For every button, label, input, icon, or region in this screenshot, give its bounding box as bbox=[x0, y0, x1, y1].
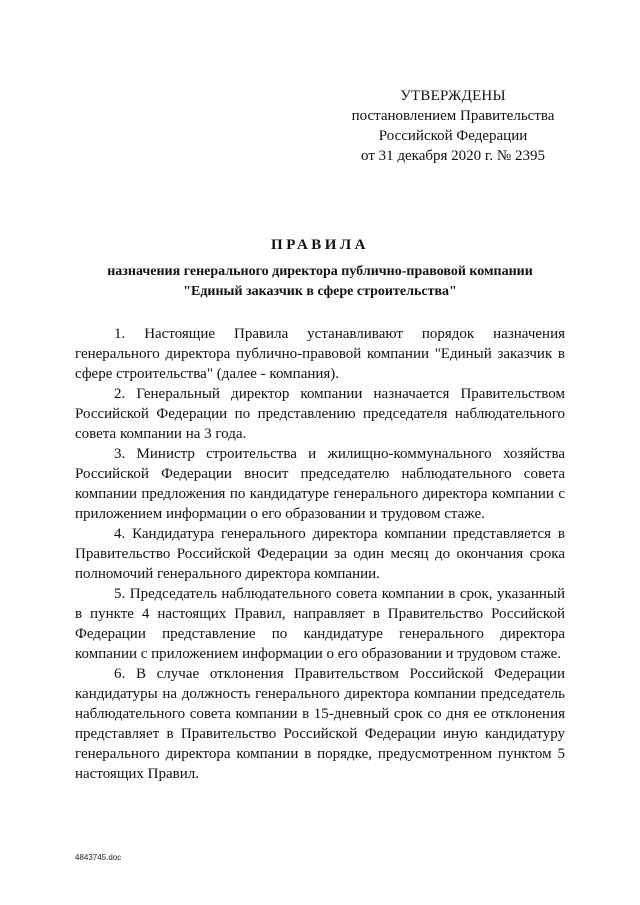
subtitle-line-1: назначения генерального директора публично-правовой компании bbox=[107, 264, 533, 279]
paragraph-6: 6. В случае отклонения Правительством Российской Федерации кандидатуры на должность генерального директора компании председатель наблюдательного совета компании в 15-дневный срок со дня ее отклонения представляет в Правительство Российской Федерации иную кандидатуру генерального директора компании в порядке, предусмотренном пунктом 5 настоящих Правил. bbox=[75, 666, 565, 782]
file-code: 4843745.doc bbox=[75, 853, 122, 862]
approval-stamp bbox=[340, 86, 566, 166]
document-body bbox=[75, 324, 565, 784]
subtitle-line-2: "Единый заказчик в сфере строительства" bbox=[183, 284, 457, 299]
approval-heading: УТВЕРЖДЕНЫ bbox=[400, 88, 506, 104]
paragraph-3: 3. Министр строительства и жилищно-коммунального хозяйства Российской Федерации вносит председателю наблюдательного совета компании предложения по кандидатуре генерального директора компании с приложением информации о его образовании и трудовом стаже. bbox=[75, 446, 565, 522]
paragraph-5: 5. Председатель наблюдательного совета компании в срок, указанный в пункте 4 настоящих Правил, направляет в Правительство Российской Федерации представление по кандидатуре генерального директора компании с приложением информации о его образовании и трудовом стаже. bbox=[75, 586, 565, 662]
document-subtitle bbox=[60, 262, 580, 302]
approval-line-3: от 31 декабря 2020 г. № 2395 bbox=[361, 148, 545, 164]
paragraph-1: 1. Настоящие Правила устанавливают порядок назначения генерального директора публично-правовой компании "Единый заказчик в сфере строительства" (далее - компания). bbox=[75, 326, 565, 382]
paragraph-4: 4. Кандидатура генерального директора компании представляется в Правительство Российской Федерации за один месяц до окончания срока полномочий генерального директора компании. bbox=[75, 526, 565, 582]
document-title: ПРАВИЛА bbox=[271, 237, 369, 253]
approval-line-1: постановлением Правительства bbox=[351, 108, 555, 124]
approval-line-2: Российской Федерации bbox=[378, 128, 528, 144]
paragraph-2: 2. Генеральный директор компании назначается Правительством Российской Федерации по представлению председателя наблюдательного совета компании на 3 года. bbox=[75, 386, 565, 442]
